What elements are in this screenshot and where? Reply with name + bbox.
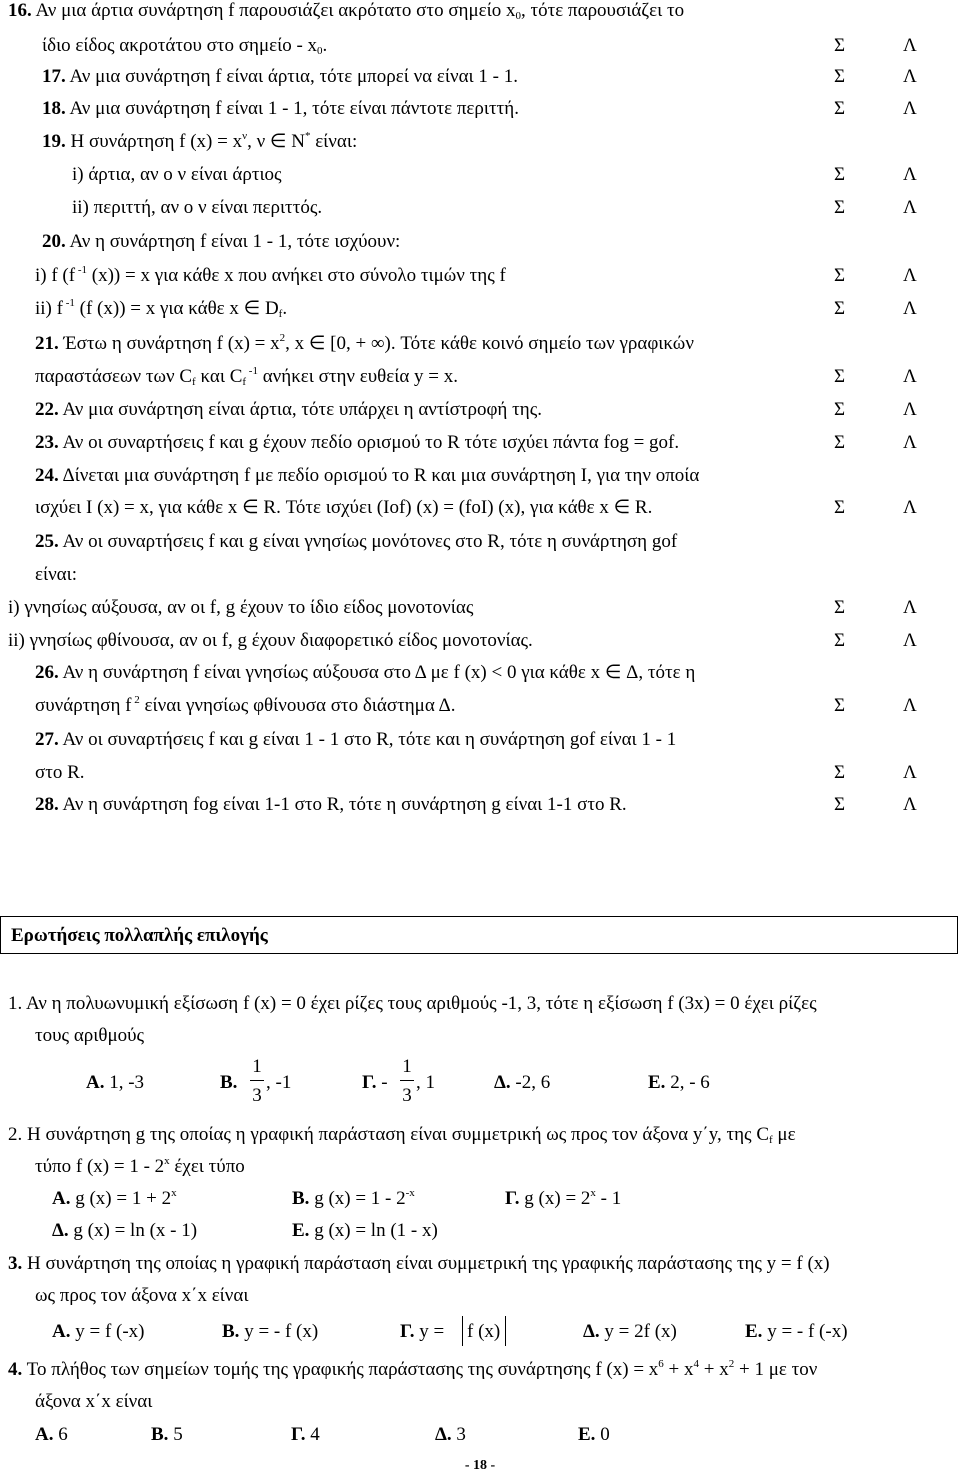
true-option[interactable]: Σ <box>834 197 846 218</box>
option-d[interactable]: Δ. 3 <box>435 1424 466 1445</box>
section-title: Ερωτήσεις πολλαπλής επιλογής <box>11 925 268 946</box>
sub-item-ii: ii) f $^{-1}$ (f (x)) = x για κάθε x ∈ $D_f$. <box>35 297 288 320</box>
true-option[interactable]: Σ <box>834 265 846 286</box>
true-option[interactable]: Σ <box>834 695 846 716</box>
false-option[interactable]: Λ <box>903 35 917 56</box>
option-e[interactable]: Ε. g (x) = ln (1 - x) <box>292 1220 438 1241</box>
question-text-cont: ισχύει I (x) = x, για κάθε x ∈ R. Τότε ισχύει (Iof) (x) = (foI) (x), για κάθε x ∈ R. <box>35 497 653 518</box>
true-option[interactable]: Σ <box>834 66 846 87</box>
question-text: 20. Αν η συνάρτηση f είναι 1 - 1, τότε ισχύουν: <box>42 231 401 252</box>
false-option[interactable]: Λ <box>903 265 917 286</box>
question-text: 1. Αν η πολυωνυμική εξίσωση f (x) = 0 έχει ρίζες τους αριθμούς -1, 3, τότε η εξίσωση f (3x) = 0 έχει ρίζες <box>8 993 817 1014</box>
false-option[interactable]: Λ <box>903 366 917 387</box>
option-b-value: , -1 <box>266 1072 292 1093</box>
true-option[interactable]: Σ <box>834 164 846 185</box>
fraction-bar <box>400 1080 414 1081</box>
question-text: 17. Αν μια συνάρτηση f είναι άρτια, τότε μπορεί να είναι 1 - 1. <box>42 66 518 87</box>
option-c[interactable]: Γ. y = <box>400 1321 445 1342</box>
question-text-cont: ίδιο είδος ακροτάτου στο σημείο - $x_0$. <box>42 35 328 57</box>
option-d[interactable]: Δ. -2, 6 <box>494 1072 551 1093</box>
fraction-numerator: 1 <box>252 1056 262 1077</box>
question-text: 18. Αν μια συνάρτηση f είναι 1 - 1, τότε είναι πάντοτε περιττή. <box>42 98 519 119</box>
false-option[interactable]: Λ <box>903 695 917 716</box>
fraction-bar <box>250 1080 264 1081</box>
option-a[interactable]: Α. g $(x) = 1 + 2^x$ <box>52 1187 177 1209</box>
question-text: 19. Η συνάρτηση f $(x) = x^\nu$, ν ∈ N* είναι: <box>42 130 358 152</box>
true-option[interactable]: Σ <box>834 762 846 783</box>
false-option[interactable]: Λ <box>903 399 917 420</box>
option-b[interactable]: Β. y = - f (x) <box>222 1321 319 1342</box>
sub-item-ii: ii) περιττή, αν ο ν είναι περιττός. <box>72 197 323 218</box>
question-text: 27. Αν οι συναρτήσεις f και g είναι 1 - 1 στο R, τότε και η συνάρτηση gof είναι 1 - 1 <box>35 729 677 750</box>
false-option[interactable]: Λ <box>903 432 917 453</box>
false-option[interactable]: Λ <box>903 66 917 87</box>
question-text: 22. Αν μια συνάρτηση είναι άρτια, τότε υπάρχει η αντίστροφή της. <box>35 399 542 420</box>
question-text-cont: τους αριθμούς <box>35 1025 145 1046</box>
false-option[interactable]: Λ <box>903 164 917 185</box>
false-option[interactable]: Λ <box>903 794 917 815</box>
true-option[interactable]: Σ <box>834 597 846 618</box>
option-a[interactable]: Α. 6 <box>35 1424 68 1445</box>
question-text: 24. Δίνεται μια συνάρτηση f με πεδίο ορισμού το R και μια συνάρτηση Ι, για την οποία <box>35 465 700 486</box>
sub-item-i: i) άρτια, αν ο ν είναι άρτιος <box>72 164 282 185</box>
question-text: 23. Αν οι συναρτήσεις f και g έχουν πεδίο ορισμού το R τότε ισχύει πάντα fog = gof. <box>35 432 680 453</box>
true-option[interactable]: Σ <box>834 432 846 453</box>
question-text-cont: είναι: <box>35 564 78 585</box>
false-option[interactable]: Λ <box>903 298 917 319</box>
true-option[interactable]: Σ <box>834 98 846 119</box>
option-c[interactable]: Γ. 4 <box>291 1424 320 1445</box>
option-b[interactable]: Β. 5 <box>151 1424 183 1445</box>
option-a[interactable]: Α. y = f (-x) <box>52 1321 145 1342</box>
question-text: 28. Αν η συνάρτηση fog είναι 1-1 στο R, τότε η συνάρτηση g είναι 1-1 στο R. <box>35 794 627 815</box>
question-text: 16. Αν μια άρτια συνάρτηση f παρουσιάζει ακρότατο στο σημείο $x_0$, τότε παρουσιάζει το <box>8 0 685 22</box>
true-option[interactable]: Σ <box>834 497 846 518</box>
question-text-cont: παραστάσεων των $C_f$ και $C_f$ $^{-1}$ ανήκει στην ευθεία y = x. <box>35 365 459 388</box>
true-option[interactable]: Σ <box>834 366 846 387</box>
option-c[interactable]: Γ. - <box>362 1072 388 1093</box>
option-c[interactable]: Γ. g $(x) = 2^x - 1$ <box>505 1187 622 1209</box>
abs-bar-right <box>505 1316 506 1346</box>
false-option[interactable]: Λ <box>903 197 917 218</box>
question-text: 4. Το πλήθος των σημείων τομής της γραφικής παράστασης της συνάρτησης f $(x) = x^6 + x^4 + x^2 + 1$ με τον <box>8 1358 818 1380</box>
option-d[interactable]: Δ. y = 2f (x) <box>583 1321 677 1342</box>
fraction-denominator: 3 <box>252 1085 262 1106</box>
question-text: 25. Αν οι συναρτήσεις f και g είναι γνησίως μονότονες στο R, τότε η συνάρτηση gof <box>35 531 678 552</box>
option-d[interactable]: Δ. g (x) = ln (x - 1) <box>52 1220 198 1241</box>
question-text-cont: συνάρτηση f $^2$ είναι γνησίως φθίνουσα στο διάστημα Δ. <box>35 694 456 716</box>
option-a[interactable]: Α. 1, -3 <box>86 1072 145 1093</box>
false-option[interactable]: Λ <box>903 762 917 783</box>
question-text: 26. Αν η συνάρτηση f είναι γνησίως αύξουσα στο Δ με f (x) < 0 για κάθε x ∈ Δ, τότε η <box>35 662 696 683</box>
sub-item-i: i) f (f $^{-1}$ (x)) = x για κάθε x που ανήκει στο σύνολο τιμών της f <box>35 264 506 286</box>
option-b[interactable]: Β. g $(x) = 1 - 2^{-x}$ <box>292 1187 415 1209</box>
fraction-denominator: 3 <box>402 1085 412 1106</box>
option-b[interactable]: Β. <box>220 1072 238 1093</box>
true-option[interactable]: Σ <box>834 630 846 651</box>
option-e[interactable]: Ε. y = - f (-x) <box>745 1321 848 1342</box>
fraction-numerator: 1 <box>402 1056 412 1077</box>
page-number: - 18 - <box>464 1458 496 1473</box>
true-option[interactable]: Σ <box>834 399 846 420</box>
question-text-cont: άξονα x΄x είναι <box>35 1391 153 1412</box>
true-option[interactable]: Σ <box>834 298 846 319</box>
true-option[interactable]: Σ <box>834 794 846 815</box>
true-option[interactable]: Σ <box>834 35 846 56</box>
option-e[interactable]: Ε. 0 <box>578 1424 610 1445</box>
question-text-cont: στο R. <box>35 762 85 783</box>
question-text: 3. Η συνάρτηση της οποίας η γραφική παράσταση είναι συμμετρική της γραφικής παράστασης της y = f (x) <box>8 1253 830 1274</box>
sub-item-i: i) γνησίως αύξουσα, αν οι f, g έχουν το ίδιο είδος μονοτονίας <box>8 597 474 618</box>
question-text-cont: τύπο f (x) = 1 - 2$^x$ έχει τύπο <box>35 1155 245 1177</box>
option-c-value: f (x) <box>467 1321 501 1342</box>
question-text: 21. Έστω η συνάρτηση f $(x) = x^2$, x ∈ [0, + ∞). Τότε κάθε κοινό σημείο των γραφικών <box>35 332 694 354</box>
false-option[interactable]: Λ <box>903 497 917 518</box>
option-e[interactable]: Ε. 2, - 6 <box>648 1072 710 1093</box>
sub-item-ii: ii) γνησίως φθίνουσα, αν οι f, g έχουν διαφορετικό είδος μονοτονίας. <box>8 630 533 651</box>
false-option[interactable]: Λ <box>903 630 917 651</box>
section-header <box>0 916 958 954</box>
question-text: 2. Η συνάρτηση g της οποίας η γραφική παράσταση είναι συμμετρική ως προς τον άξονα y΄y, της $C_f$ με <box>8 1124 796 1146</box>
option-c-value: , 1 <box>416 1072 435 1093</box>
abs-bar-left <box>462 1316 463 1346</box>
false-option[interactable]: Λ <box>903 597 917 618</box>
false-option[interactable]: Λ <box>903 98 917 119</box>
question-text-cont: ως προς τον άξονα x΄x είναι <box>35 1285 249 1306</box>
